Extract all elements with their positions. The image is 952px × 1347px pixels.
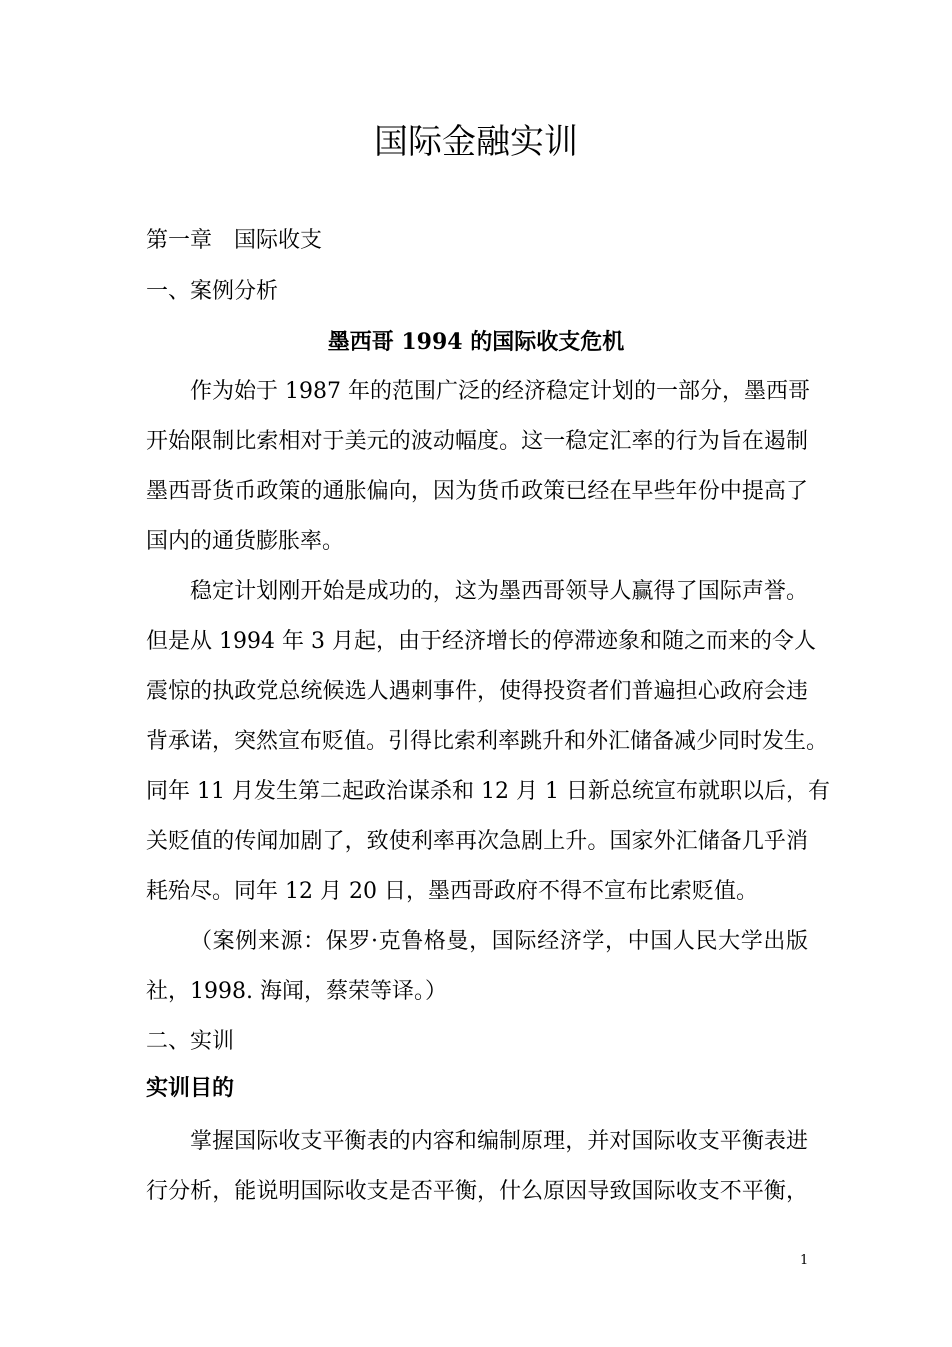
page-number: 1: [800, 1253, 809, 1268]
section-heading-training: 二、实训: [146, 1029, 235, 1054]
paragraph-line: 但是从 1994 年 3 月起，由于经济增长的停滞迹象和随之而来的令人: [146, 629, 816, 654]
paragraph-line: 国内的通货膨胀率。: [146, 529, 345, 554]
paragraph-line: 掌握国际收支平衡表的内容和编制原理，并对国际收支平衡表进: [190, 1129, 808, 1154]
section-heading-case-analysis: 一、案例分析: [146, 279, 279, 304]
paragraph-line: 震惊的执政党总统候选人遇刺事件，使得投资者们普遍担心政府会违: [146, 679, 808, 704]
chapter-heading: 第一章 国际收支: [146, 228, 323, 253]
document-title: 国际金融实训: [374, 122, 578, 162]
objective-heading: 实训目的: [146, 1076, 235, 1101]
paragraph-line: 关贬值的传闻加剧了，致使利率再次急剧上升。国家外汇储备几乎消: [146, 829, 808, 854]
source-note-line: （案例来源：保罗·克鲁格曼，国际经济学，中国人民大学出版: [190, 929, 808, 954]
paragraph-line: 背承诺，突然宣布贬值。引得比索利率跳升和外汇储备减少同时发生。: [146, 729, 829, 754]
paragraph-line: 作为始于 1987 年的范围广泛的经济稳定计划的一部分，墨西哥: [190, 379, 810, 404]
paragraph-line: 稳定计划刚开始是成功的，这为墨西哥领导人赢得了国际声誉。: [190, 579, 808, 604]
paragraph-line: 墨西哥货币政策的通胀偏向，因为货币政策已经在早些年份中提高了: [146, 479, 808, 504]
paragraph-line: 耗殆尽。同年 12 月 20 日，墨西哥政府不得不宣布比索贬值。: [146, 879, 758, 904]
case-title: 墨西哥 1994 的国际收支危机: [327, 329, 625, 355]
paragraph-line: 同年 11 月发生第二起政治谋杀和 12 月 1 日新总统宣布就职以后，有: [146, 779, 830, 804]
paragraph-line: 行分析，能说明国际收支是否平衡，什么原因导致国际收支不平衡，: [146, 1179, 808, 1204]
paragraph-line: 开始限制比索相对于美元的波动幅度。这一稳定汇率的行为旨在遏制: [146, 429, 808, 454]
source-note-line: 社，1998. 海闻，蔡荣等译。）: [146, 979, 447, 1004]
